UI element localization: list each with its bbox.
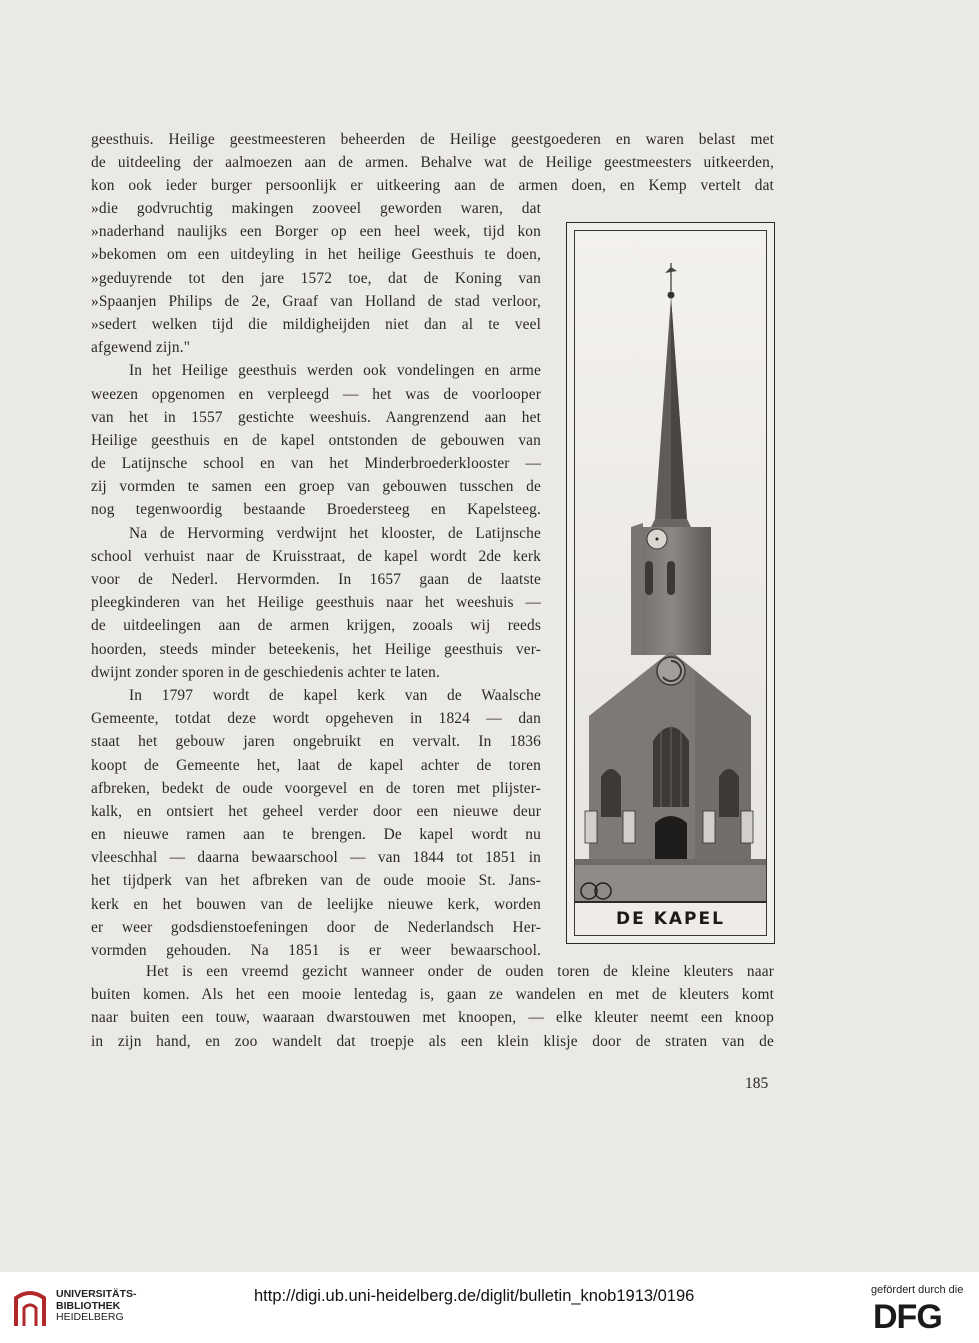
text-line: buiten komen. Als het een mooie lentedag is, gaan ze wandelen en met de kleuters komt <box>91 986 774 1004</box>
text-line: naar buiten een touw, waaraan dwarstouwen met knoopen, — elke kleuter neemt een knoop <box>91 1009 774 1027</box>
text-line: de Latijnsche school en van het Minderbroederklooster — <box>91 455 541 473</box>
text-line: in zijn hand, en zoo wandelt dat troepje als een klein klisje door de straten van de <box>91 1032 774 1050</box>
text-line: school verhuist naar de Kruisstraat, de kapel wordt 2de kerk <box>91 547 541 565</box>
church-photo-plate <box>566 222 775 944</box>
text-line: kerk en het bouwen van de leelijke nieuwe kerk, worden <box>91 895 541 913</box>
paragraph-column <box>91 197 541 962</box>
text-line: vormden gehouden. Na 1851 is er weer bewaarschool. <box>91 942 541 959</box>
text-line: »bekomen om een uitdeyling in het heilige Geesthuis te doen, <box>91 246 541 264</box>
text-line: de uitdeeling der aalmoezen aan de armen. Behalve wat de Heilige geestmeesters uitkeerden, <box>91 154 774 172</box>
figure-caption-band <box>575 901 766 935</box>
text-line: »Spaanjen Philips de 2e, Graaf van Holland de stad verloor, <box>91 292 541 310</box>
text-line: afbreken, bedekt de oude voorgevel en de toren met plijster- <box>91 779 541 797</box>
library-logo-icon <box>12 1286 48 1330</box>
text-line: het tijdperk van het afbreken van de oude mooie St. Jans- <box>91 872 541 890</box>
text-line: »die godvruchtig makingen zooveel geworden waren, dat <box>91 200 541 217</box>
text-line: dwijnt zonder sporen in de geschiedenis achter te laten. <box>91 663 441 681</box>
text-line: kon ook ieder burger persoonlijk er uitkeering aan de armen doen, en Kemp vertelt dat <box>91 177 774 195</box>
text-line: In het Heilige geesthuis werden ook vondelingen en arme <box>129 362 541 380</box>
text-line: afgewend zijn." <box>91 339 191 357</box>
text-line: zij vormden te samen een groep van gebouwen tusschen de <box>91 478 541 496</box>
church-photo <box>574 230 767 936</box>
text-line: In 1797 wordt de kapel kerk van de Waalsche <box>129 686 541 704</box>
text-line: weezen opgenomen en verpleegd — het was de voorlooper <box>91 385 541 403</box>
text-line: voor de Nederl. Hervormden. In 1657 gaan de laatste <box>91 571 541 588</box>
funded-by-label: gefördert durch die <box>871 1284 964 1296</box>
library-line1: UNIVERSITÄTS- <box>56 1288 137 1300</box>
text-line: »geduyrende tot den jare 1572 toe, dat de Koning van <box>91 269 541 287</box>
paragraph-top <box>91 128 774 198</box>
text-line: staat het gebouw jaren ongebruikt en vervalt. In 1836 <box>91 733 541 751</box>
text-line: en nieuwe ramen aan te brengen. De kapel wordt nu <box>91 826 541 844</box>
text-line: koopt de Gemeente het, laat de kapel achter de toren <box>91 756 541 774</box>
library-line2: BIBLIOTHEK <box>56 1299 121 1312</box>
figure-caption: DE KAPEL <box>616 909 725 929</box>
text-line: Na de Hervorming verdwijnt het klooster, de Latijnsche <box>129 524 541 542</box>
text-line: hoorden, steeds minder beteekenis, het Heilige geesthuis ver- <box>91 640 541 658</box>
text-line: »sedert welken tijd die mildigheijden niet dan al te veel <box>91 315 541 333</box>
text-line: er weer godsdienstoefeningen door de Nederlandsch Her- <box>91 918 541 936</box>
library-name <box>56 1289 137 1324</box>
text-line: pleegkinderen van het Heilige geesthuis naar het weeshuis — <box>91 594 541 612</box>
paragraph-bottom <box>91 960 774 1053</box>
source-url-link[interactable]: http://digi.ub.uni-heidelberg.de/diglit/bulletin_knob1913/0196 <box>254 1287 695 1305</box>
text-line: nog tegenwoordig bestaande Broedersteeg en Kapelsteeg. <box>91 501 541 519</box>
text-line: vleeschhal — daarna bewaarschool — van 1844 tot 1851 in <box>91 849 541 867</box>
footer-bar <box>0 1272 979 1343</box>
text-line: Het is een vreemd gezicht wanneer onder de ouden toren de kleine kleuters naar <box>146 963 774 980</box>
text-line: de uitdeelingen aan de armen krijgen, zooals wij reeds <box>91 617 541 635</box>
page-number: 185 <box>745 1075 769 1092</box>
text-line: Gemeente, totdat deze wordt opgeheven in 1824 — dan <box>91 710 541 728</box>
text-line: van het in 1557 gestichte weeshuis. Aangrenzend aan het <box>91 408 541 426</box>
library-line3: HEIDELBERG <box>56 1311 124 1323</box>
dfg-logo: DFG <box>873 1298 942 1336</box>
text-line: »naderhand naulijks een Borger op een heel week, tijd kon <box>91 223 541 241</box>
text-line: geesthuis. Heilige geestmeesteren beheerden de Heilige geestgoederen en waren belast met <box>91 131 774 148</box>
text-line: Heilige geesthuis en de kapel ontstonden de gebouwen van <box>91 431 541 449</box>
church-illustration <box>575 231 766 903</box>
text-line: kalk, en ontsiert het geheel verder door een nieuwe deur <box>91 802 541 820</box>
